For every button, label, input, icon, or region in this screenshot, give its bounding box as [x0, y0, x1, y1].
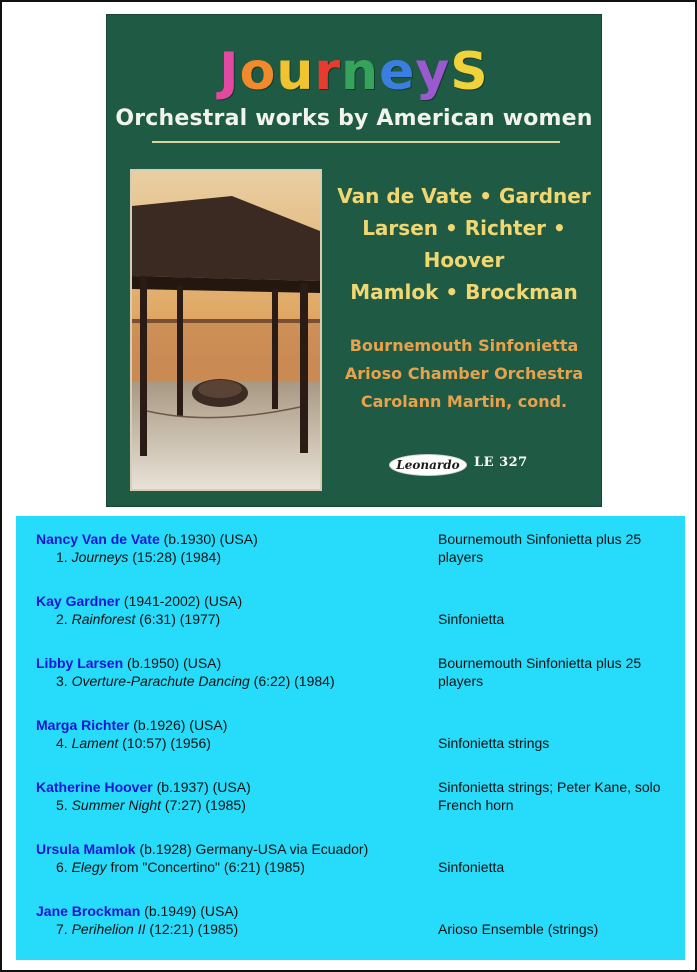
pier-shelter-photo [132, 171, 320, 489]
performers: Sinfonietta [438, 611, 505, 627]
composer-name[interactable]: Marga Richter [36, 717, 130, 733]
work-title: Elegy [71, 859, 107, 875]
work-title-suffix: from "Concertino" [106, 859, 221, 875]
track-entry [36, 840, 676, 880]
album-cover [106, 14, 602, 507]
work-info: (10:57) (1956) [118, 735, 211, 751]
composers-line-2: Larsen • Richter • Hoover [362, 216, 566, 272]
composer-name[interactable]: Nancy Van de Vate [36, 531, 160, 547]
track-number: 6. [56, 859, 68, 875]
track-entry [36, 902, 676, 942]
catalog-number: LE 327 [474, 455, 528, 470]
work-title: Perihelion II [71, 921, 146, 937]
composer-name[interactable]: Libby Larsen [36, 655, 124, 671]
title-letter: r [314, 42, 342, 102]
composer-details: (1941-2002) (USA) [120, 593, 243, 609]
title-letter: J [219, 42, 240, 102]
work-info: (15:28) (1984) [128, 549, 221, 565]
title-letter: y [415, 42, 451, 102]
track-entry [36, 778, 676, 818]
album-subtitle: Orchestral works by American women [115, 106, 593, 131]
work-line [36, 796, 436, 814]
composer-name[interactable]: Jane Brockman [36, 903, 141, 919]
title-letter: n [341, 42, 380, 102]
track-number: 7. [56, 921, 68, 937]
title-letter: e [379, 42, 416, 102]
work-line [36, 858, 436, 876]
track-entry [36, 530, 676, 570]
track-number: 2. [56, 611, 68, 627]
track-left [36, 592, 436, 628]
work-title: Summer Night [71, 797, 162, 813]
composers-line-3: Mamlok • Brockman [350, 280, 578, 304]
composers-line-1: Van de Vate • Gardner [337, 184, 591, 208]
work-title: Lament [71, 735, 119, 751]
track-entry [36, 592, 676, 632]
work-title: Rainforest [71, 611, 136, 627]
composer-details: (b.1937) (USA) [152, 779, 251, 795]
work-line [36, 672, 436, 690]
composer-name[interactable]: Ursula Mamlok [36, 841, 136, 857]
track-left [36, 840, 436, 876]
track-number: 1. [56, 549, 68, 565]
work-line [36, 610, 436, 628]
cover-ensembles [324, 332, 604, 416]
title-letter: u [276, 42, 315, 102]
work-line [36, 920, 436, 938]
track-entry [36, 654, 676, 694]
work-info: (6:31) (1977) [135, 611, 221, 627]
composer-details: (b.1928) Germany-USA via Ecuador) [135, 841, 369, 857]
track-number: 3. [56, 673, 68, 689]
track-left [36, 778, 436, 814]
performers: Sinfonietta strings; Peter Kane, solo French horn [438, 779, 661, 813]
composer-details: (b.1926) (USA) [129, 717, 228, 733]
performers: Sinfonietta [438, 859, 505, 875]
work-info: (6:21) (1985) [220, 859, 305, 875]
cover-photo [130, 169, 322, 491]
track-left [36, 654, 436, 690]
ensemble-line-2: Arioso Chamber Orchestra [344, 364, 584, 383]
work-line [36, 548, 436, 566]
work-title: Journeys [71, 549, 129, 565]
track-list [16, 516, 685, 960]
title-letter: o [239, 42, 277, 102]
subtitle-rule [152, 141, 560, 143]
title-letter: S [450, 42, 489, 102]
composer-details: (b.1950) (USA) [123, 655, 222, 671]
track-left [36, 716, 436, 752]
work-title: Overture-Parachute Dancing [71, 673, 250, 689]
work-info: (7:27) (1985) [161, 797, 246, 813]
track-number: 5. [56, 797, 68, 813]
album-title [106, 42, 602, 102]
track-number: 4. [56, 735, 68, 751]
performers: Bournemouth Sinfonietta plus 25 players [438, 655, 642, 689]
composer-name[interactable]: Kay Gardner [36, 593, 121, 609]
record-label-logo: Leonardo [389, 454, 467, 476]
composer-name[interactable]: Katherine Hoover [36, 779, 153, 795]
track-left [36, 530, 436, 566]
work-info: (6:22) (1984) [249, 673, 335, 689]
ensemble-line-3: Carolann Martin, cond. [360, 392, 568, 411]
composer-details: (b.1930) (USA) [159, 531, 258, 547]
work-info: (12:21) (1985) [145, 921, 239, 937]
work-line [36, 734, 436, 752]
cover-composers [334, 180, 594, 308]
track-entry [36, 716, 676, 756]
track-left [36, 902, 436, 938]
ensemble-line-1: Bournemouth Sinfonietta [349, 336, 579, 355]
performers: Sinfonietta strings [438, 735, 550, 751]
performers: Arioso Ensemble (strings) [438, 921, 599, 937]
composer-details: (b.1949) (USA) [140, 903, 239, 919]
performers: Bournemouth Sinfonietta plus 25 players [438, 531, 642, 565]
